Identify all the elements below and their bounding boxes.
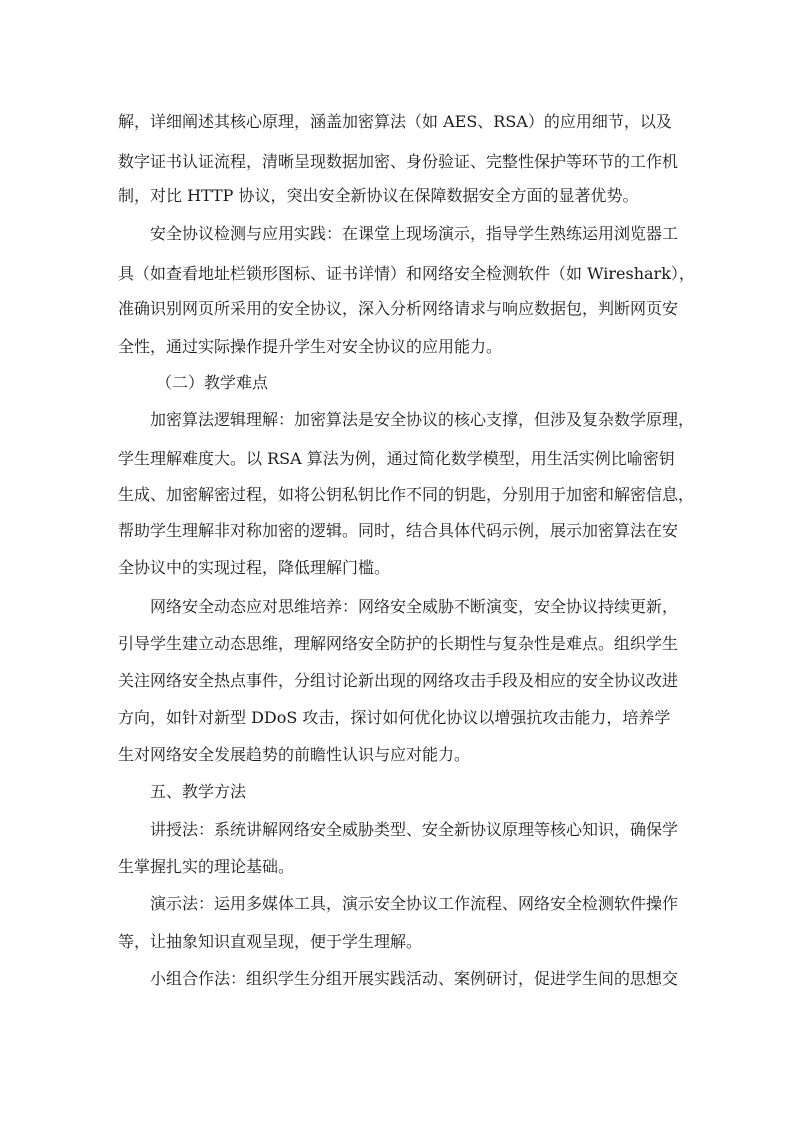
paragraph-start-line: 讲授法：系统讲解网络安全威胁类型、安全新协议原理等核心知识，确保学 [150,820,679,839]
text-line: 解，详细阐述其核心原理，涵盖加密算法（如 AES、RSA）的应用细节，以及 [118,112,672,131]
text-line: 引导学生建立动态思维，理解网络安全防护的长期性与复杂性是难点。组织学生 [118,634,679,653]
text-line: 全性，通过实际操作提升学生对安全协议的应用能力。 [118,337,503,356]
text-line: 制，对比 HTTP 协议，突出安全新协议在保障数据安全方面的显著优势。 [118,186,639,205]
paragraph-start-line: 小组合作法：组织学生分组开展实践活动、案例研讨，促进学生间的思想交 [150,969,679,988]
text-line: 生成、加密解密过程，如将公钥私钥比作不同的钥匙，分别用于加密和解密信息， [118,485,695,504]
section-heading: 五、教学方法 [150,782,247,801]
text-line: 数字证书认证流程，清晰呈现数据加密、身份验证、完整性保护等环节的工作机 [118,152,679,171]
section-heading: （二）教学难点 [156,373,269,392]
text-line: 等，让抽象知识直观呈现，便于学生理解。 [118,932,423,951]
text-line: 全协议中的实现过程，降低理解门槛。 [118,558,391,577]
paragraph-start-line: 加密算法逻辑理解：加密算法是安全协议的核心支撑，但涉及复杂数学原理， [150,410,695,429]
text-line: 帮助学生理解非对称加密的逻辑。同时，结合具体代码示例，展示加密算法在安 [118,521,679,540]
text-line: 生对网络安全发展趋势的前瞻性认识与应对能力。 [118,745,471,764]
text-line: 方向，如针对新型 DDoS 攻击，探讨如何优化协议以增强抗攻击能力，培养学 [118,708,671,727]
paragraph-start-line: 网络安全动态应对思维培养：网络安全威胁不断演变，安全协议持续更新， [150,597,679,616]
text-line: 关注网络安全热点事件，分组讨论新出现的网络攻击手段及相应的安全协议改进 [118,671,679,690]
text-line: 生掌握扎实的理论基础。 [118,857,295,876]
text-line: 学生理解难度大。以 RSA 算法为例，通过简化数学模型，用生活实例比喻密钥 [118,449,675,468]
paragraph-start-line: 安全协议检测与应用实践：在课堂上现场演示，指导学生熟练运用浏览器工 [150,224,679,243]
text-line: 准确识别网页所采用的安全协议，深入分析网络请求与响应数据包，判断网页安 [118,299,679,318]
text-line: 具（如查看地址栏锁形图标、证书详情）和网络安全检测软件（如 Wireshark）， [118,264,695,283]
paragraph-start-line: 演示法：运用多媒体工具，演示安全协议工作流程、网络安全检测软件操作 [150,894,679,913]
